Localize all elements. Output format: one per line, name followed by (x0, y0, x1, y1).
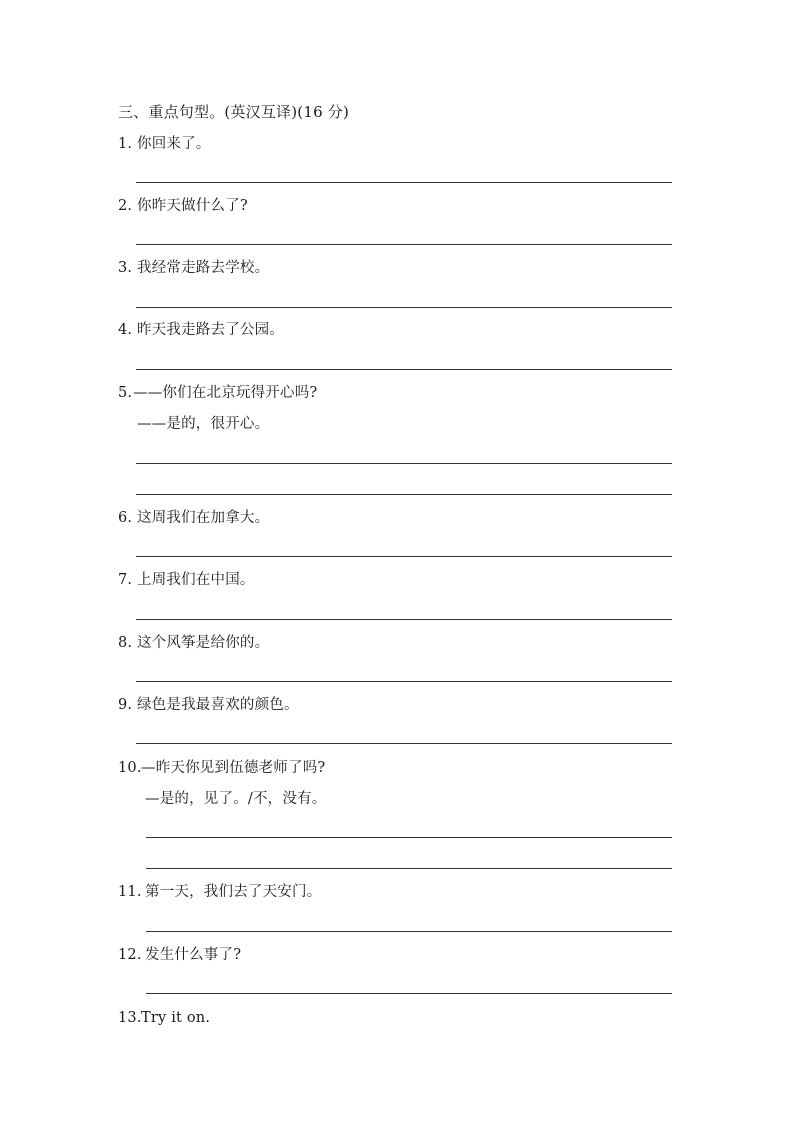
question-5-text-2: ——是的，很开心。 (137, 416, 270, 432)
answer-line-7[interactable] (136, 619, 672, 620)
answer-line-6[interactable] (136, 556, 672, 557)
question-5-text: ——你们在北京玩得开心吗? (133, 385, 318, 401)
answer-line-2[interactable] (136, 244, 672, 245)
answer-line-9[interactable] (136, 743, 672, 744)
question-10-text: —昨天你见到伍德老师了吗? (141, 760, 326, 776)
question-10-number: 10. (118, 760, 142, 776)
question-7-number: 7. (118, 572, 133, 588)
answer-line-4[interactable] (136, 369, 672, 370)
question-12-text: 发生什么事了? (145, 947, 242, 963)
question-12-number: 12. (118, 947, 142, 963)
question-5-number: 5. (118, 385, 133, 401)
question-11-text: 第一天，我们去了天安门。 (145, 884, 322, 900)
question-9-text: 绿色是我最喜欢的颜色。 (137, 697, 299, 713)
question-6-number: 6. (118, 510, 133, 526)
answer-line-11[interactable] (146, 931, 672, 932)
question-9-number: 9. (118, 697, 133, 713)
answer-line-5b[interactable] (136, 494, 672, 495)
question-7-text: 上周我们在中国。 (137, 572, 255, 588)
question-1-number: 1. (118, 136, 133, 152)
question-4-number: 4. (118, 322, 133, 338)
answer-line-1[interactable] (136, 182, 672, 183)
question-2-number: 2. (118, 198, 133, 214)
question-8-number: 8. (118, 635, 133, 651)
question-11-number: 11. (118, 884, 142, 900)
question-2-text: 你昨天做什么了? (137, 198, 248, 214)
question-3-text: 我经常走路去学校。 (137, 260, 270, 276)
question-6-text: 这周我们在加拿大。 (137, 510, 270, 526)
answer-line-5a[interactable] (136, 463, 672, 464)
question-8-text: 这个风筝是给你的。 (137, 635, 270, 651)
question-10-text-2: —是的，见了。/不，没有。 (145, 791, 327, 807)
question-1-text: 你回来了。 (137, 136, 211, 152)
answer-line-12[interactable] (146, 993, 672, 994)
question-3-number: 3. (118, 260, 133, 276)
answer-line-8[interactable] (136, 681, 672, 682)
answer-line-3[interactable] (136, 307, 672, 308)
question-13-text: Try it on. (141, 1010, 211, 1026)
section-title: 三、重点句型。(英汉互译)(16 分) (118, 103, 350, 121)
answer-line-10b[interactable] (146, 868, 672, 869)
answer-line-10a[interactable] (146, 837, 672, 838)
question-4-text: 昨天我走路去了公园。 (137, 322, 284, 338)
question-13-number: 13. (118, 1010, 142, 1026)
